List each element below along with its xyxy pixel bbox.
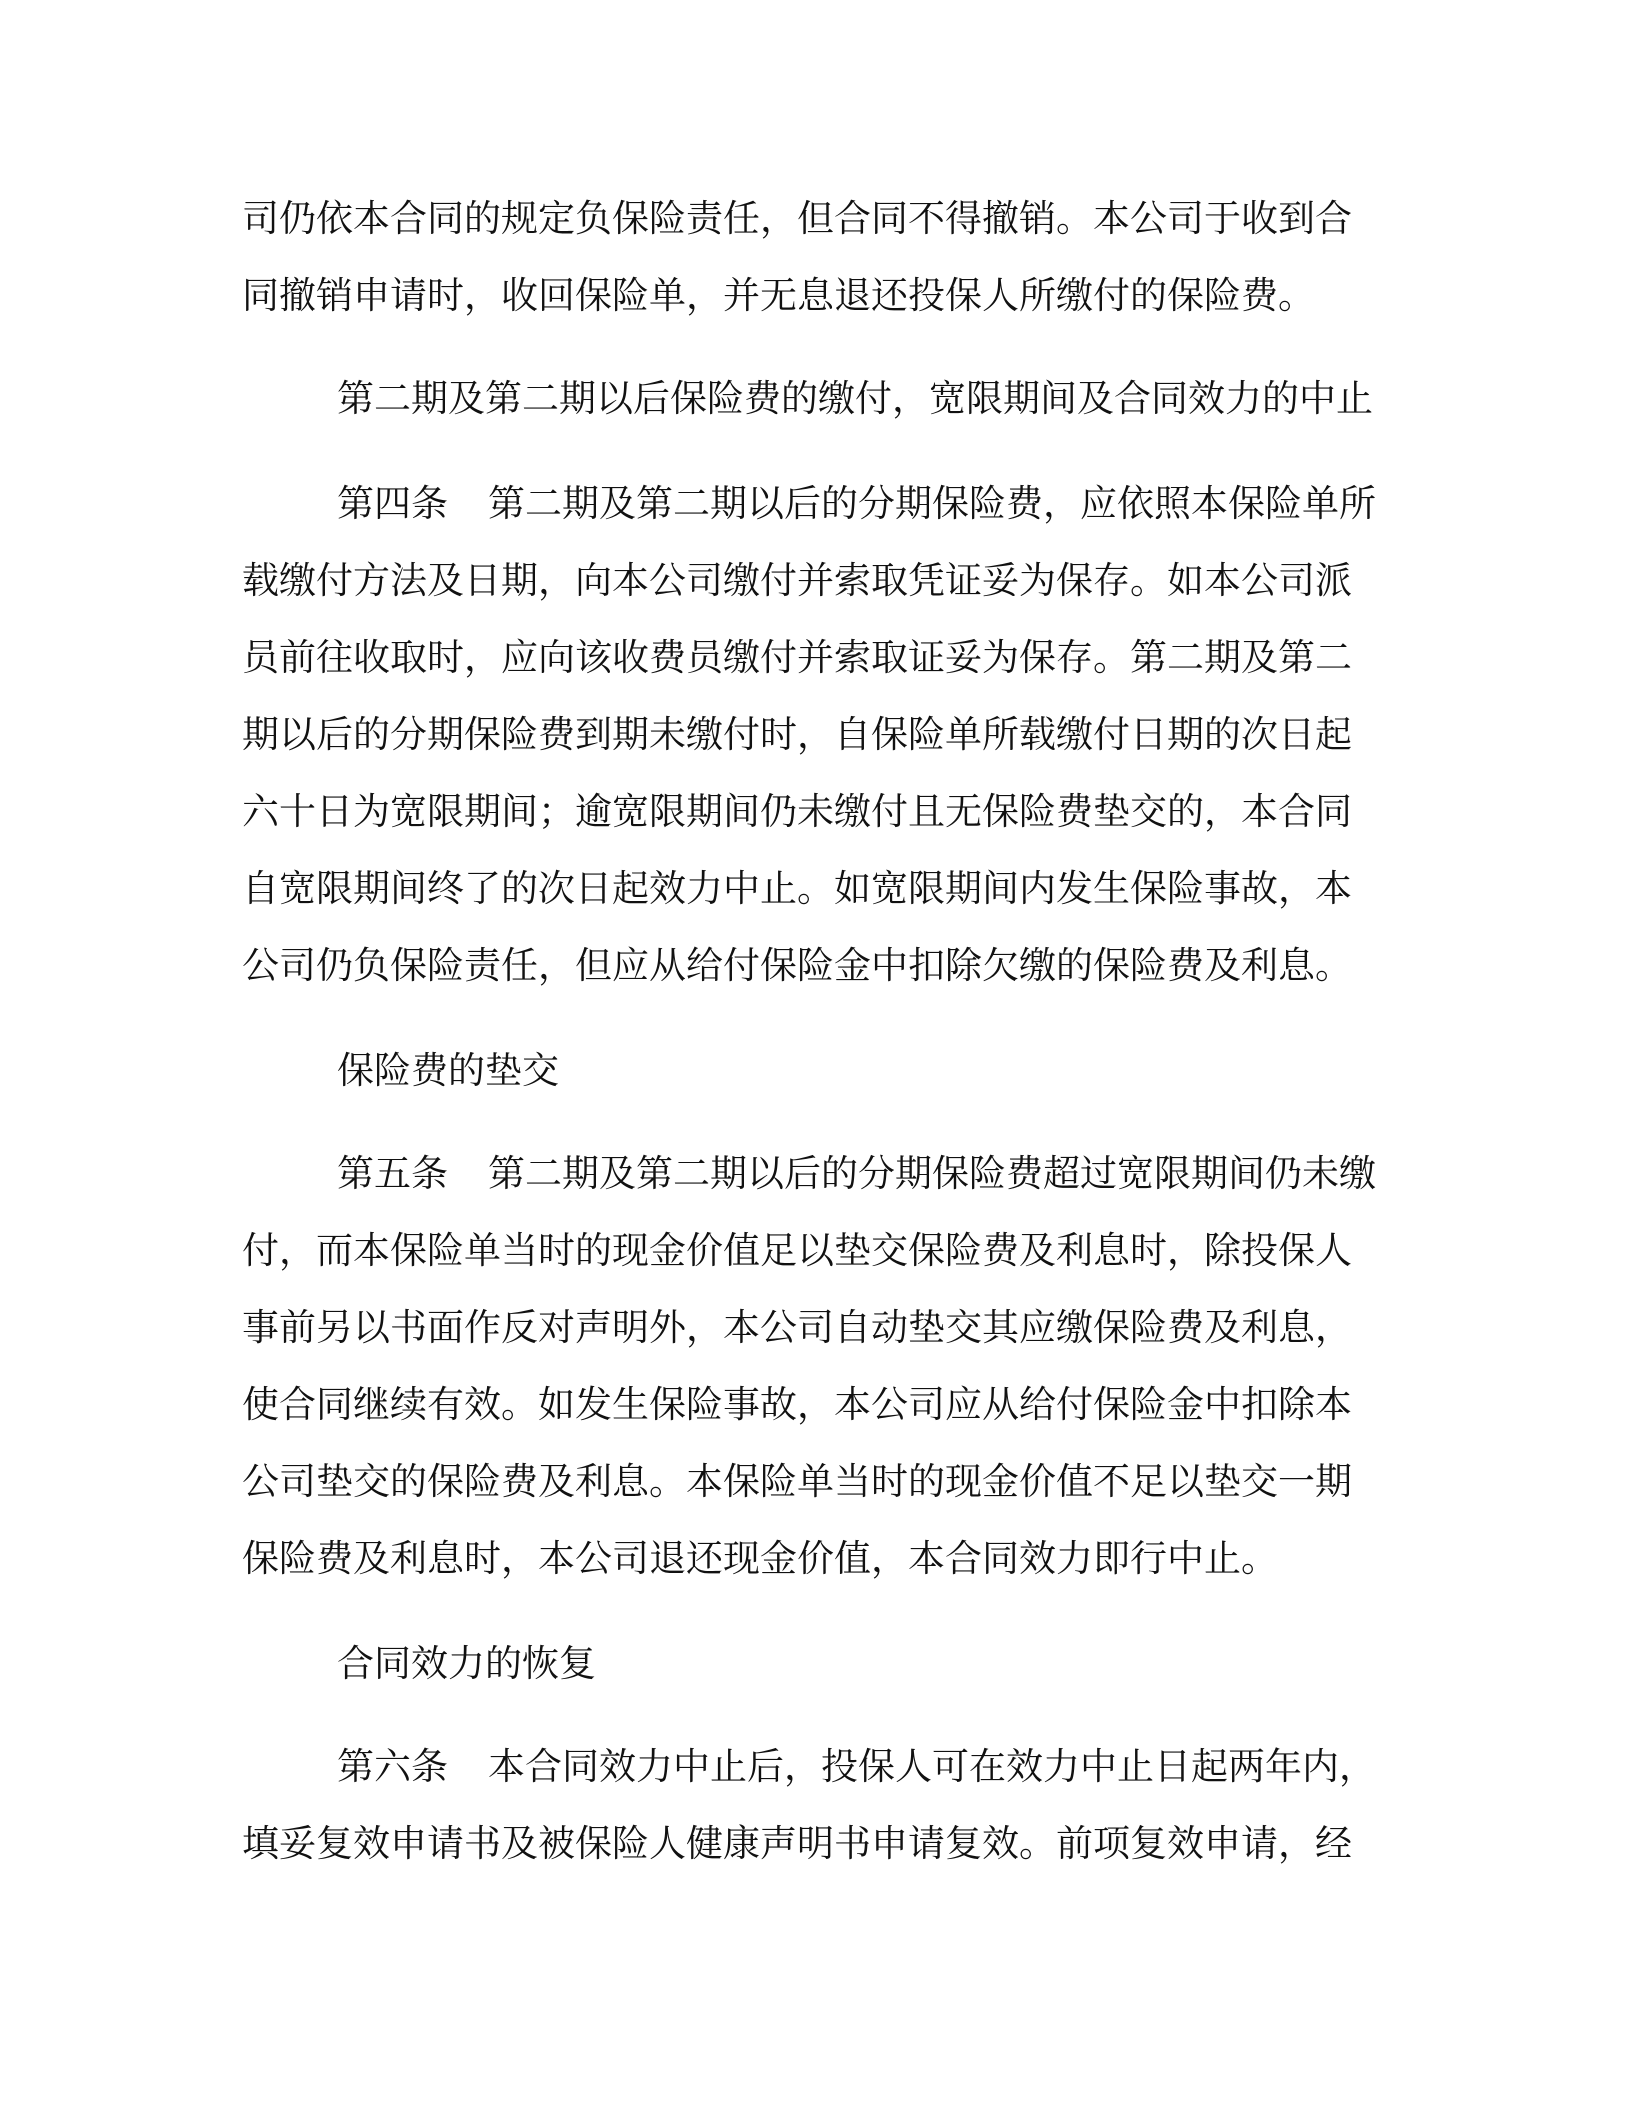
text-line: 保险费及利息时，本公司退还现金价值，本合同效力即行中止。 xyxy=(242,1537,1278,1580)
section-heading xyxy=(242,1625,1392,1702)
article-first-line-text: 第二期及第二期以后的分期保险费，应依照本保险单所 xyxy=(488,482,1376,525)
text-line: 自宽限期间终了的次日起效力中止。如宽限期间内发生保险事故，本 xyxy=(242,867,1352,910)
article-first-line-text: 第二期及第二期以后的分期保险费超过宽限期间仍未缴 xyxy=(488,1152,1376,1195)
text-line: 员前往收取时，应向该收费员缴付并索取证妥为保存。第二期及第二 xyxy=(242,636,1352,679)
text-line: 公司垫交的保险费及利息。本保险单当时的现金价值不足以垫交一期 xyxy=(242,1460,1352,1503)
text-line: 载缴付方法及日期，向本公司缴付并索取凭证妥为保存。如本公司派 xyxy=(242,559,1352,602)
text-line: 事前另以书面作反对声明外，本公司自动垫交其应缴保险费及利息， xyxy=(242,1306,1352,1349)
text-line: 同撤销申请时，收回保险单，并无息退还投保人所缴付的保险费。 xyxy=(242,274,1315,317)
body-paragraph xyxy=(242,180,1392,334)
article-4-paragraph xyxy=(242,465,1392,1004)
article-first-line xyxy=(242,1728,1392,1805)
text-line: 使合同继续有效。如发生保险事故，本公司应从给付保险金中扣除本 xyxy=(242,1383,1352,1426)
section-heading xyxy=(242,360,1392,437)
article-number: 第五条 xyxy=(337,1152,448,1195)
article-first-line-text: 本合同效力中止后，投保人可在效力中止日起两年内， xyxy=(488,1745,1376,1788)
section-heading xyxy=(242,1032,1392,1109)
article-6-paragraph xyxy=(242,1728,1392,1882)
text-line: 六十日为宽限期间；逾宽限期间仍未缴付且无保险费垫交的，本合同 xyxy=(242,790,1352,833)
article-first-line xyxy=(242,1135,1392,1212)
text-line: 付，而本保险单当时的现金价值足以垫交保险费及利息时，除投保人 xyxy=(242,1229,1352,1272)
text-line: 公司仍负保险责任，但应从给付保险金中扣除欠缴的保险费及利息。 xyxy=(242,944,1352,987)
heading-text: 保险费的垫交 xyxy=(337,1049,559,1092)
heading-text: 第二期及第二期以后保险费的缴付，宽限期间及合同效力的中止 xyxy=(337,377,1373,420)
article-5-paragraph xyxy=(242,1135,1392,1597)
text-line: 填妥复效申请书及被保险人健康声明书申请复效。前项复效申请，经 xyxy=(242,1822,1352,1865)
article-first-line xyxy=(242,465,1392,542)
article-number: 第六条 xyxy=(337,1745,448,1788)
text-line: 期以后的分期保险费到期未缴付时，自保险单所载缴付日期的次日起 xyxy=(242,713,1352,756)
heading-text: 合同效力的恢复 xyxy=(337,1642,596,1685)
article-number: 第四条 xyxy=(337,482,448,525)
text-line: 司仍依本合同的规定负保险责任，但合同不得撤销。本公司于收到合 xyxy=(242,197,1352,240)
